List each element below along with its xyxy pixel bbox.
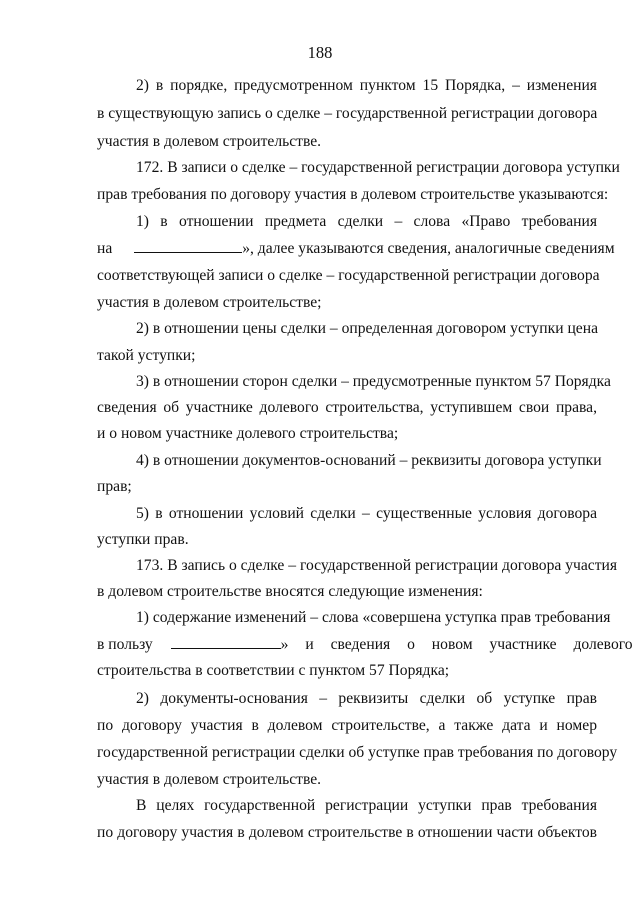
text-line: строительства в соответствии с пунктом 57 Порядка; <box>97 662 450 679</box>
fill-in-blank <box>171 636 281 649</box>
text-line: и о новом участнике долевого строительства; <box>97 425 399 442</box>
text-line: прав требования по договору участия в долевом строительстве указываются: <box>97 186 609 203</box>
text-line: уступки прав. <box>97 531 189 548</box>
text-fragment: » и сведения о новом участнике долевого <box>280 636 633 653</box>
text-line: участия в долевом строительстве; <box>97 294 322 311</box>
text-line: такой уступки; <box>97 347 196 364</box>
text-line: прав; <box>97 478 132 495</box>
text-line: в существующую запись о сделке – государственной регистрации договора <box>97 105 598 122</box>
text-line: 4) в отношении документов-оснований – реквизиты договора уступки <box>136 452 602 469</box>
text-line: участия в долевом строительстве. <box>97 771 322 788</box>
text-line: по договору участия в долевом строительстве в отношении части объектов <box>97 824 597 841</box>
text-line: 2) документы-основания – реквизиты сделки об уступке прав <box>136 690 597 707</box>
text-line: 173. В запись о сделке – государственной регистрации договора участия <box>136 557 618 574</box>
text-line: 1) в отношении предмета сделки – слова «Право требования <box>136 213 597 230</box>
text-line: в долевом строительстве вносятся следующие изменения: <box>97 583 483 600</box>
text-line: государственной регистрации сделки об уступке прав требования по договору <box>97 744 618 761</box>
text-line: 1) содержание изменений – слова «совершена уступка прав требования <box>136 609 611 626</box>
text-line: соответствующей записи о сделке – государственной регистрации договора <box>97 267 600 284</box>
fill-in-blank <box>134 240 242 253</box>
page-number: 188 <box>307 43 333 62</box>
text-line: 172. В записи о сделке – государственной регистрации договора уступки <box>136 159 620 176</box>
text-line: 2) в отношении цены сделки – определенная договором уступки цена <box>136 320 598 337</box>
text-line: по договору участия в долевом строительстве, а также дата и номер <box>97 717 597 734</box>
text-fragment: », далее указываются сведения, аналогичные сведениям <box>242 240 615 257</box>
text-line: участия в долевом строительстве. <box>97 133 322 150</box>
text-line-with-blank <box>97 240 615 258</box>
text-line: 5) в отношении условий сделки – существенные условия договора <box>136 505 597 522</box>
text-fragment: в пользу <box>97 636 153 653</box>
text-line: 3) в отношении сторон сделки – предусмотренные пунктом 57 Порядка <box>136 373 611 390</box>
text-line-with-blank <box>97 636 633 654</box>
text-fragment: на <box>97 240 113 257</box>
text-line: В целях государственной регистрации уступки прав требования <box>136 797 597 814</box>
text-line: 2) в порядке, предусмотренном пунктом 15 Порядка, – изменения <box>136 77 597 94</box>
text-line: сведения об участнике долевого строительства, уступившем свои права, <box>97 399 597 416</box>
